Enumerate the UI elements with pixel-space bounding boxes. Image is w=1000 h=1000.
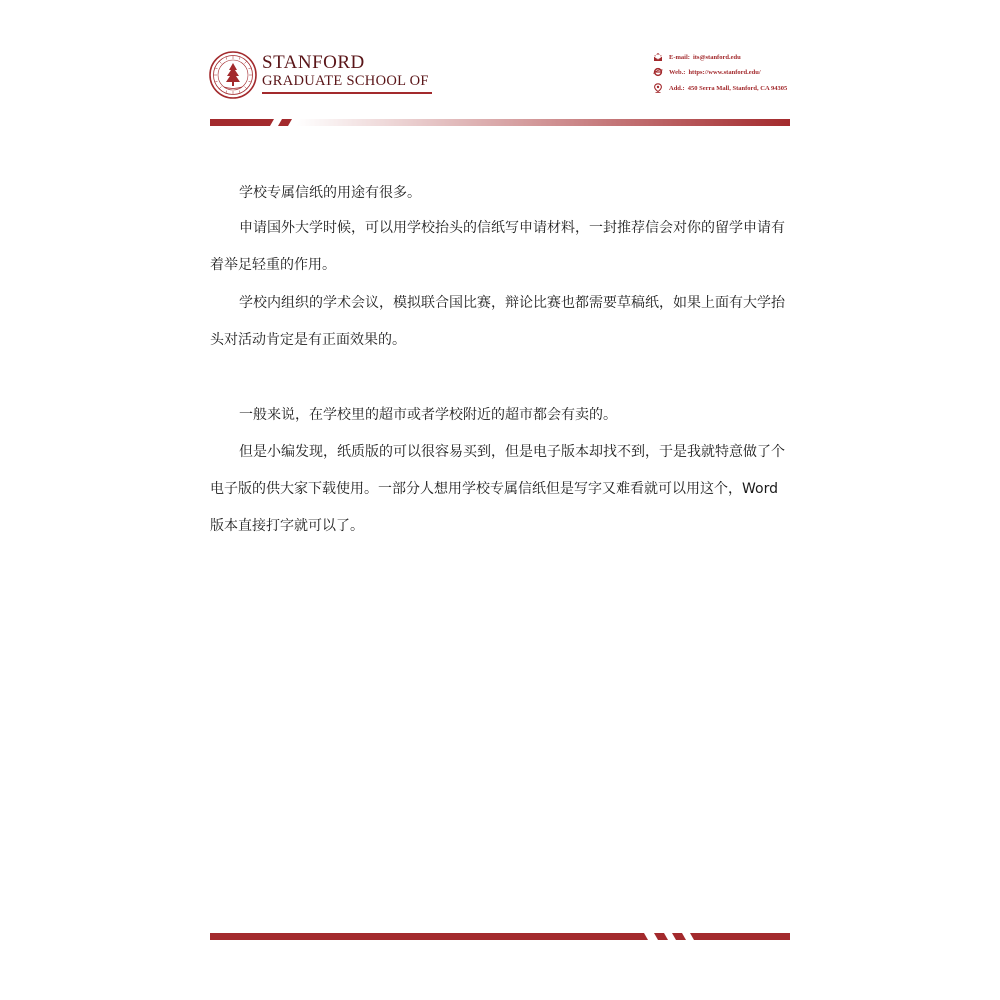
contact-web [653,66,761,78]
footer-divider [210,927,790,937]
contact-address [653,82,787,94]
paragraph-line: 版本直接打字就可以了。 [210,518,364,534]
paragraph-line: 头对活动肯定是有正面效果的。 [210,332,406,348]
paragraph-1 [210,178,790,208]
mail-icon [653,52,663,62]
email-value[interactable]: its@stanford.edu [692,53,741,61]
brand-underline [262,92,432,94]
email-label: E-mail: [669,53,690,61]
paragraph-2 [210,213,790,280]
paragraph-4 [210,400,790,430]
brand-name: STANFORD [262,52,365,73]
paragraph-5 [210,437,790,541]
brand-subtitle: GRADUATE SCHOOL OF [262,73,429,89]
location-pin-icon [653,83,663,93]
stanford-seal-logo [209,51,257,99]
paragraph-line: 但是小编发现，纸质版的可以很容易买到，但是电子版本却找不到，于是我就特意做了个 [239,444,785,460]
paragraph-line: 着举足轻重的作用。 [210,257,336,273]
paragraph-line: 申请国外大学时候，可以用学校抬头的信纸写申请材料，一封推荐信会对你的留学申请有 [239,220,785,236]
header-divider [210,114,790,126]
web-label: Web.: [669,68,686,76]
paragraph-line: 电子版的供大家下载使用。一部分人想用学校专属信纸但是写字又难看就可以用这个，Word [210,481,778,497]
paragraph-line: 学校专属信纸的用途有很多。 [239,185,421,201]
address-label: Add.: [669,84,685,92]
paragraph-line: 学校内组织的学术会议，模拟联合国比赛，辩论比赛也都需要草稿纸，如果上面有大学抬 [239,295,785,311]
address-value: 450 Serra Mall, Stanford, CA 94305 [687,84,788,92]
contact-email [653,51,741,63]
web-value[interactable]: https://www.stanford.edu/ [688,68,761,76]
paragraph-3 [210,288,790,355]
paragraph-line: 一般来说，在学校里的超市或者学校附近的超市都会有卖的。 [239,407,617,423]
web-icon [653,67,663,77]
